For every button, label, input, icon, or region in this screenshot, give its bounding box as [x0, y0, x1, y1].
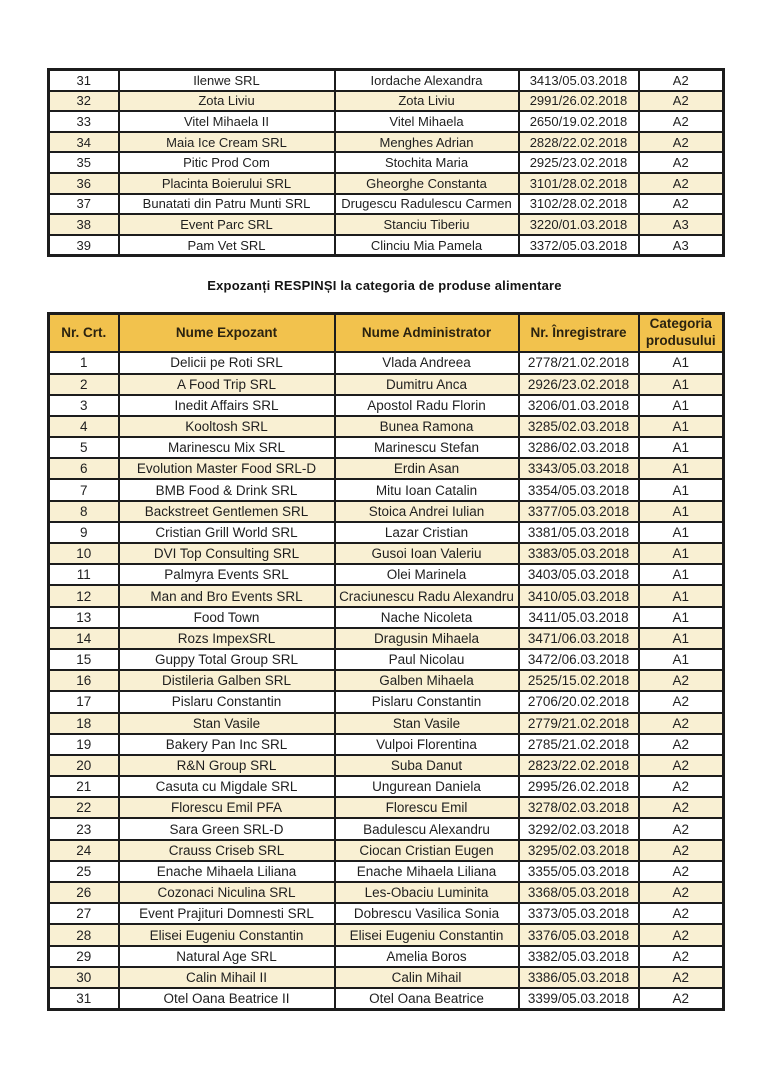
table-row [49, 818, 724, 839]
table-cell: 30 [49, 967, 119, 988]
table-cell: Bakery Pan Inc SRL [119, 734, 335, 755]
table-cell: Dobrescu Vasilica Sonia [335, 903, 519, 924]
table-cell: Marinescu Mix SRL [119, 437, 335, 458]
table-cell: 3471/06.03.2018 [519, 628, 639, 649]
table-cell: A1 [639, 437, 724, 458]
table-cell: Dragusin Mihaela [335, 628, 519, 649]
table-cell: Cristian Grill World SRL [119, 522, 335, 543]
table-row [49, 395, 724, 416]
table-cell: 3413/05.03.2018 [519, 70, 639, 91]
table-cell: Calin Mihail [335, 967, 519, 988]
table-cell: A2 [639, 776, 724, 797]
table-cell: 14 [49, 628, 119, 649]
table-cell: 2925/23.02.2018 [519, 152, 639, 173]
table-cell: 3472/06.03.2018 [519, 649, 639, 670]
table-cell: A2 [639, 111, 724, 132]
table-cell: Bunatati din Patru Munti SRL [119, 194, 335, 215]
table-cell: 3355/05.03.2018 [519, 861, 639, 882]
table-cell: Kooltosh SRL [119, 416, 335, 437]
table-cell: 31 [49, 988, 119, 1010]
table-cell: Food Town [119, 607, 335, 628]
table-cell: 29 [49, 946, 119, 967]
table-cell: Gusoi Ioan Valeriu [335, 543, 519, 564]
table-cell: 7 [49, 479, 119, 500]
table-cell: 20 [49, 755, 119, 776]
table-cell: 16 [49, 670, 119, 691]
rejected-exhibitors-table-continued [47, 68, 725, 257]
table-cell: A2 [639, 903, 724, 924]
table-cell: 28 [49, 924, 119, 945]
column-header-nr-inregistrare: Nr. Înregistrare [519, 314, 639, 353]
table-row [49, 882, 724, 903]
table-cell: A1 [639, 649, 724, 670]
table-row [49, 522, 724, 543]
table-cell: 39 [49, 235, 119, 256]
table-cell: 2779/21.02.2018 [519, 713, 639, 734]
table-cell: 2525/15.02.2018 [519, 670, 639, 691]
table-cell: Suba Danut [335, 755, 519, 776]
table-cell: Pitic Prod Com [119, 152, 335, 173]
table-cell: 11 [49, 564, 119, 585]
table-cell: Florescu Emil PFA [119, 797, 335, 818]
table-cell: 2650/19.02.2018 [519, 111, 639, 132]
table-cell: A1 [639, 543, 724, 564]
table-row [49, 861, 724, 882]
table-cell: A1 [639, 564, 724, 585]
table-cell: Backstreet Gentlemen SRL [119, 501, 335, 522]
table-row [49, 214, 724, 235]
table-cell: 3372/05.03.2018 [519, 235, 639, 256]
table-row [49, 585, 724, 606]
table-cell: 21 [49, 776, 119, 797]
table-cell: A2 [639, 818, 724, 839]
table-row [49, 628, 724, 649]
table-row [49, 713, 724, 734]
table-cell: 8 [49, 501, 119, 522]
column-header-nume-expozant: Nume Expozant [119, 314, 335, 353]
table-cell: A1 [639, 458, 724, 479]
table-row [49, 797, 724, 818]
table-cell: A1 [639, 501, 724, 522]
table-cell: Bunea Ramona [335, 416, 519, 437]
table-cell: Casuta cu Migdale SRL [119, 776, 335, 797]
table-row [49, 988, 724, 1010]
table-cell: A2 [639, 194, 724, 215]
table-cell: Enache Mihaela Liliana [119, 861, 335, 882]
table-cell: 3403/05.03.2018 [519, 564, 639, 585]
table-cell: Pam Vet SRL [119, 235, 335, 256]
table-cell: Pislaru Constantin [119, 691, 335, 712]
table-cell: Rozs ImpexSRL [119, 628, 335, 649]
table-row [49, 235, 724, 256]
table-cell: A2 [639, 882, 724, 903]
table-row [49, 564, 724, 585]
table-cell: 37 [49, 194, 119, 215]
table-cell: A1 [639, 522, 724, 543]
table-cell: Pislaru Constantin [335, 691, 519, 712]
table-cell: R&N Group SRL [119, 755, 335, 776]
table-cell: 3292/02.03.2018 [519, 818, 639, 839]
table-row [49, 194, 724, 215]
table-cell: 2823/22.02.2018 [519, 755, 639, 776]
table-cell: Vitel Mihaela II [119, 111, 335, 132]
table-cell: 3382/05.03.2018 [519, 946, 639, 967]
table-cell: 3376/05.03.2018 [519, 924, 639, 945]
table-cell: 3411/05.03.2018 [519, 607, 639, 628]
table-row [49, 111, 724, 132]
table-cell: 26 [49, 882, 119, 903]
column-header-nr-crt: Nr. Crt. [49, 314, 119, 353]
table-cell: Menghes Adrian [335, 132, 519, 153]
table-cell: A2 [639, 967, 724, 988]
table-cell: 3 [49, 395, 119, 416]
table-cell: 6 [49, 458, 119, 479]
table-cell: 2991/26.02.2018 [519, 91, 639, 112]
table-body [49, 70, 724, 256]
table-cell: Inedit Affairs SRL [119, 395, 335, 416]
table-cell: 3285/02.03.2018 [519, 416, 639, 437]
table-cell: 4 [49, 416, 119, 437]
table-body [49, 352, 724, 1009]
table-cell: 22 [49, 797, 119, 818]
table-cell: Iordache Alexandra [335, 70, 519, 91]
table-row [49, 352, 724, 373]
table-cell: 2926/23.02.2018 [519, 374, 639, 395]
table-row [49, 91, 724, 112]
table-cell: A2 [639, 91, 724, 112]
table-cell: A2 [639, 755, 724, 776]
table-cell: Enache Mihaela Liliana [335, 861, 519, 882]
table-cell: 33 [49, 111, 119, 132]
table-cell: Stanciu Tiberiu [335, 214, 519, 235]
table-cell: 2785/21.02.2018 [519, 734, 639, 755]
table-cell: Clinciu Mia Pamela [335, 235, 519, 256]
table-cell: A3 [639, 235, 724, 256]
table-row [49, 437, 724, 458]
table-cell: Les-Obaciu Luminita [335, 882, 519, 903]
table-cell: 3383/05.03.2018 [519, 543, 639, 564]
table-row [49, 173, 724, 194]
table-cell: Paul Nicolau [335, 649, 519, 670]
table-cell: DVI Top Consulting SRL [119, 543, 335, 564]
table-cell: 15 [49, 649, 119, 670]
table-row [49, 543, 724, 564]
table-cell: A1 [639, 607, 724, 628]
table-cell: 9 [49, 522, 119, 543]
table-cell: Mitu Ioan Catalin [335, 479, 519, 500]
table-cell: Elisei Eugeniu Constantin [335, 924, 519, 945]
table-cell: A1 [639, 479, 724, 500]
table-cell: 2778/21.02.2018 [519, 352, 639, 373]
table-cell: Ungurean Daniela [335, 776, 519, 797]
table-cell: 38 [49, 214, 119, 235]
table-cell: 17 [49, 691, 119, 712]
table-cell: 2828/22.02.2018 [519, 132, 639, 153]
table-cell: 25 [49, 861, 119, 882]
table-cell: Ilenwe SRL [119, 70, 335, 91]
table-cell: Event Parc SRL [119, 214, 335, 235]
table-cell: A2 [639, 924, 724, 945]
table-cell: Stochita Maria [335, 152, 519, 173]
table-row [49, 152, 724, 173]
table-cell: 35 [49, 152, 119, 173]
table-cell: Badulescu Alexandru [335, 818, 519, 839]
table-cell: 1 [49, 352, 119, 373]
table-cell: Zota Liviu [335, 91, 519, 112]
table-header [49, 314, 724, 353]
table-cell: Stan Vasile [335, 713, 519, 734]
table-cell: 3377/05.03.2018 [519, 501, 639, 522]
table-cell: 3410/05.03.2018 [519, 585, 639, 606]
table-cell: A1 [639, 395, 724, 416]
table-cell: 32 [49, 91, 119, 112]
table-row [49, 670, 724, 691]
table-cell: Craciunescu Radu Alexandru [335, 585, 519, 606]
table-row [49, 416, 724, 437]
table-cell: Gheorghe Constanta [335, 173, 519, 194]
table-cell: 3286/02.03.2018 [519, 437, 639, 458]
column-header-categoria-produsului: Categoria produsului [639, 314, 724, 353]
table-cell: Delicii pe Roti SRL [119, 352, 335, 373]
table-cell: Vitel Mihaela [335, 111, 519, 132]
table-cell: 3373/05.03.2018 [519, 903, 639, 924]
table-cell: 3354/05.03.2018 [519, 479, 639, 500]
table-cell: 12 [49, 585, 119, 606]
table-cell: Erdin Asan [335, 458, 519, 479]
table-row [49, 374, 724, 395]
table-cell: A3 [639, 214, 724, 235]
table-row [49, 132, 724, 153]
table-header-row [49, 314, 724, 353]
table-cell: 10 [49, 543, 119, 564]
table-cell: 31 [49, 70, 119, 91]
table-cell: Otel Oana Beatrice [335, 988, 519, 1010]
table-row [49, 903, 724, 924]
table-cell: Event Prajituri Domnesti SRL [119, 903, 335, 924]
table-cell: Dumitru Anca [335, 374, 519, 395]
table-cell: 3278/02.03.2018 [519, 797, 639, 818]
table-cell: 19 [49, 734, 119, 755]
table-row [49, 479, 724, 500]
table-cell: Distileria Galben SRL [119, 670, 335, 691]
table-cell: Vlada Andreea [335, 352, 519, 373]
table-cell: A2 [639, 70, 724, 91]
table-cell: A Food Trip SRL [119, 374, 335, 395]
table-cell: Stoica Andrei Iulian [335, 501, 519, 522]
table-cell: 2706/20.02.2018 [519, 691, 639, 712]
table-cell: A2 [639, 988, 724, 1010]
table-row [49, 924, 724, 945]
table-cell: Amelia Boros [335, 946, 519, 967]
table-cell: 24 [49, 840, 119, 861]
table-cell: Olei Marinela [335, 564, 519, 585]
table-cell: 3206/01.03.2018 [519, 395, 639, 416]
table-cell: 3343/05.03.2018 [519, 458, 639, 479]
table-cell: A1 [639, 628, 724, 649]
table-cell: Natural Age SRL [119, 946, 335, 967]
table-cell: A1 [639, 352, 724, 373]
table-cell: A2 [639, 946, 724, 967]
table-row [49, 840, 724, 861]
table-cell: Florescu Emil [335, 797, 519, 818]
rejected-exhibitors-table [47, 312, 725, 1011]
table-cell: Lazar Cristian [335, 522, 519, 543]
table-row [49, 691, 724, 712]
table-cell: A1 [639, 374, 724, 395]
table-cell: Vulpoi Florentina [335, 734, 519, 755]
table-row [49, 755, 724, 776]
table-row [49, 734, 724, 755]
table-cell: Cozonaci Niculina SRL [119, 882, 335, 903]
table-cell: 27 [49, 903, 119, 924]
table-cell: 2995/26.02.2018 [519, 776, 639, 797]
table-row [49, 946, 724, 967]
table-cell: Marinescu Stefan [335, 437, 519, 458]
table-cell: A2 [639, 713, 724, 734]
table-cell: Zota Liviu [119, 91, 335, 112]
table-cell: A2 [639, 132, 724, 153]
table-cell: 3101/28.02.2018 [519, 173, 639, 194]
table-cell: 13 [49, 607, 119, 628]
column-header-nume-administrator: Nume Administrator [335, 314, 519, 353]
table-cell: 3220/01.03.2018 [519, 214, 639, 235]
table-cell: Sara Green SRL-D [119, 818, 335, 839]
section-heading: Expozanți RESPINȘI la categoria de produse alimentare [207, 278, 562, 294]
table-row [49, 458, 724, 479]
table-cell: A2 [639, 670, 724, 691]
table-cell: Apostol Radu Florin [335, 395, 519, 416]
table-row [49, 70, 724, 91]
table-cell: Drugescu Radulescu Carmen [335, 194, 519, 215]
table-cell: BMB Food & Drink SRL [119, 479, 335, 500]
table-cell: Evolution Master Food SRL-D [119, 458, 335, 479]
table-row [49, 967, 724, 988]
table-cell: A2 [639, 152, 724, 173]
table-cell: 3368/05.03.2018 [519, 882, 639, 903]
table-cell: 3102/28.02.2018 [519, 194, 639, 215]
table-row [49, 649, 724, 670]
table-cell: 34 [49, 132, 119, 153]
table-row [49, 607, 724, 628]
table-cell: Crauss Criseb SRL [119, 840, 335, 861]
table-cell: 18 [49, 713, 119, 734]
table-cell: 3381/05.03.2018 [519, 522, 639, 543]
table-cell: 3386/05.03.2018 [519, 967, 639, 988]
table-cell: A2 [639, 173, 724, 194]
table-cell: 23 [49, 818, 119, 839]
table-cell: 5 [49, 437, 119, 458]
table-cell: A2 [639, 691, 724, 712]
table-cell: Palmyra Events SRL [119, 564, 335, 585]
table-cell: A2 [639, 734, 724, 755]
table-cell: A2 [639, 797, 724, 818]
table-cell: A2 [639, 840, 724, 861]
table-cell: Placinta Boierului SRL [119, 173, 335, 194]
table-row [49, 776, 724, 797]
table-cell: Maia Ice Cream SRL [119, 132, 335, 153]
table-cell: Stan Vasile [119, 713, 335, 734]
table-cell: A1 [639, 416, 724, 437]
table-cell: 36 [49, 173, 119, 194]
table-cell: Otel Oana Beatrice II [119, 988, 335, 1010]
table-cell: Calin Mihail II [119, 967, 335, 988]
page-content [47, 0, 722, 1011]
table-cell: Man and Bro Events SRL [119, 585, 335, 606]
table-cell: Galben Mihaela [335, 670, 519, 691]
table-row [49, 501, 724, 522]
table-cell: A1 [639, 585, 724, 606]
table-cell: Ciocan Cristian Eugen [335, 840, 519, 861]
table-cell: 3295/02.03.2018 [519, 840, 639, 861]
table-cell: 2 [49, 374, 119, 395]
table-cell: Guppy Total Group SRL [119, 649, 335, 670]
table-cell: 3399/05.03.2018 [519, 988, 639, 1010]
table-cell: Elisei Eugeniu Constantin [119, 924, 335, 945]
table-cell: A2 [639, 861, 724, 882]
table-cell: Nache Nicoleta [335, 607, 519, 628]
